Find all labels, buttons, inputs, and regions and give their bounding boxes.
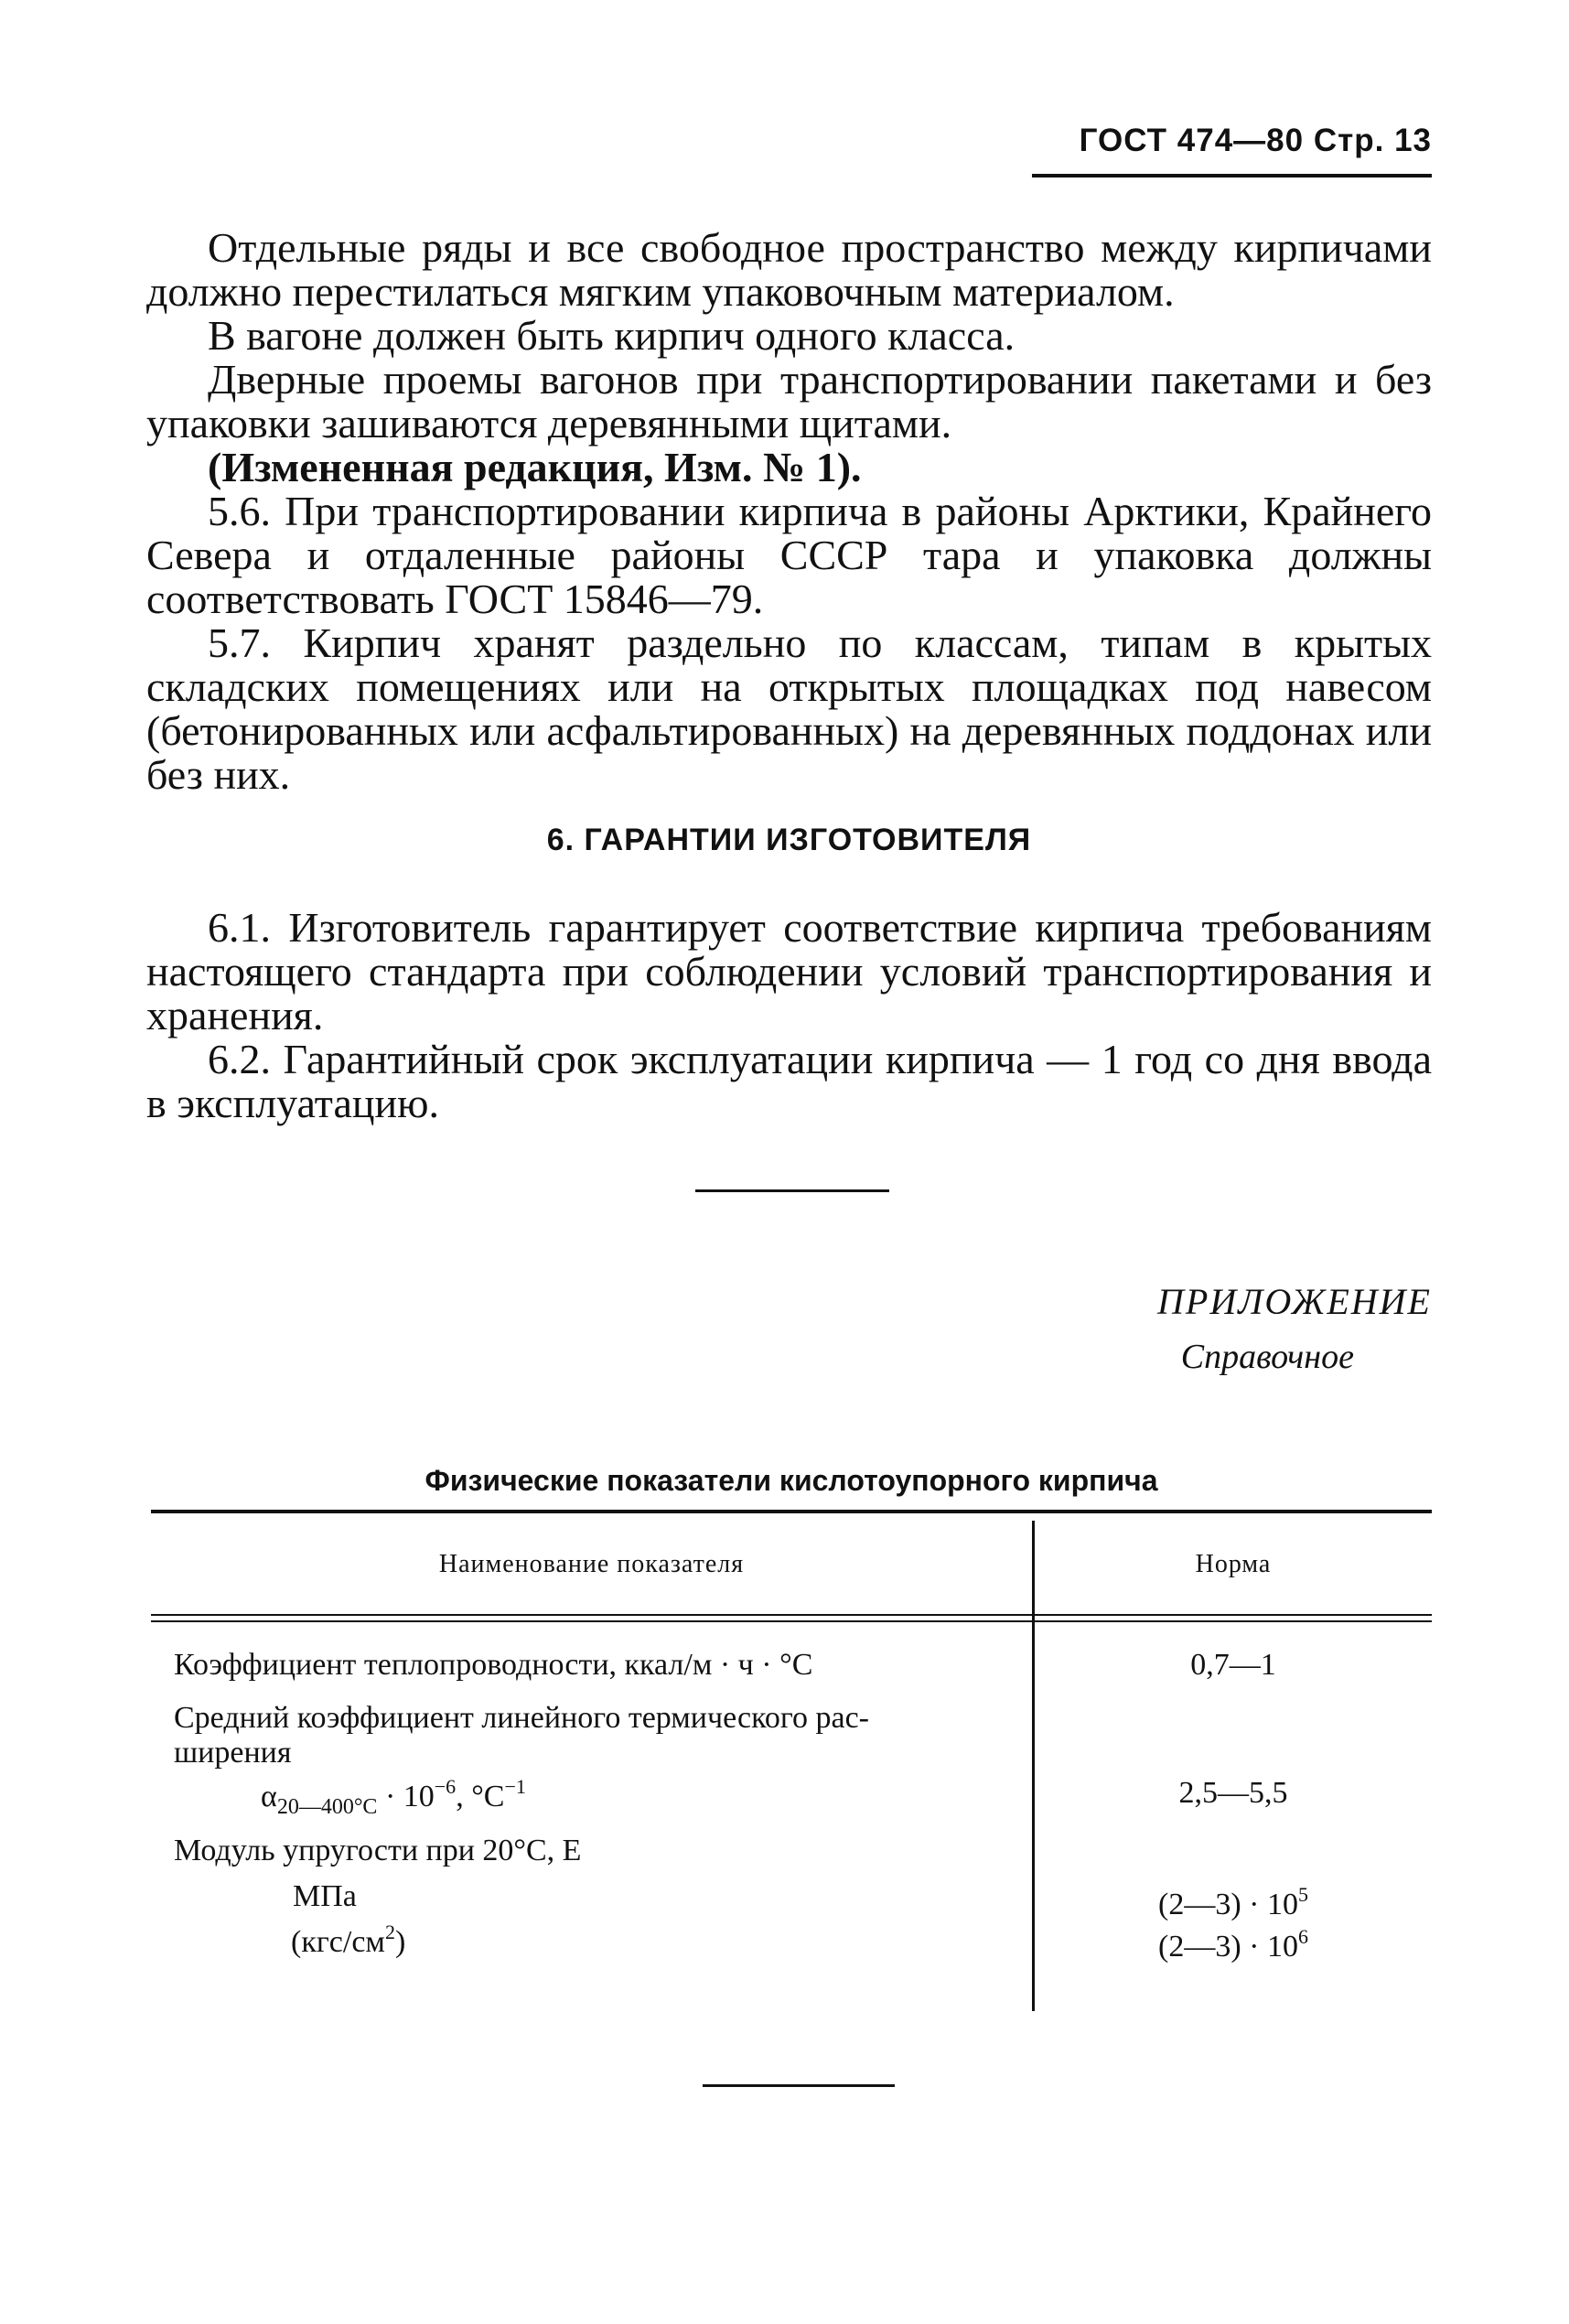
formula-exponent: −6 bbox=[434, 1775, 457, 1798]
header-rule bbox=[1032, 174, 1432, 178]
table-header-norm: Норма bbox=[1195, 1550, 1272, 1578]
value-base: (2—3) · 10 bbox=[1158, 1930, 1298, 1964]
appendix-label: ПРИЛОЖЕНИЕ bbox=[1157, 1281, 1432, 1322]
clause-6-1: 6.1. Изготовитель гарантирует соответствие кирпича требованиям настоящего стандарта при соблюдении условий транспортирования и хранения. bbox=[146, 904, 1432, 1038]
table-cell-name: Средний коэффициент линейного термического рас- bbox=[174, 1701, 870, 1735]
table-header-name: Наименование показателя bbox=[438, 1550, 745, 1578]
paragraph: В вагоне должен быть кирпич одного класса. bbox=[208, 312, 1016, 359]
appendix-type: Справочное bbox=[1180, 1338, 1354, 1376]
value-exponent: 6 bbox=[1297, 1925, 1308, 1948]
clause-5-6: 5.6. При транспортировании кирпича в районы Арктики, Крайнего Севера и отдаленные районы СССР тара и упаковка должны соответствовать ГОСТ 15846—79. bbox=[146, 488, 1432, 622]
table-cell-name: ширения bbox=[174, 1736, 292, 1770]
table-header-rule bbox=[151, 1620, 1432, 1622]
page-header: ГОСТ 474—80 Стр. 13 bbox=[1079, 123, 1432, 158]
alpha-symbol: α bbox=[261, 1780, 277, 1813]
section-6-body bbox=[146, 906, 1432, 1125]
table-cell-name: Коэффициент теплопроводности, ккал/м · ч · °С bbox=[174, 1648, 813, 1682]
table-header-rule bbox=[151, 1614, 1432, 1616]
table-title: Физические показатели кислотоупорного кирпича bbox=[424, 1464, 1158, 1497]
table-top-rule bbox=[151, 1510, 1432, 1513]
separator-line bbox=[703, 2084, 895, 2087]
paragraph: Отдельные ряды и все свободное пространство между кирпичами должно перестилаться мягким упаковочным материалом. bbox=[146, 224, 1432, 315]
section-6-title: 6. ГАРАНТИИ ИЗГОТОВИТЕЛЯ bbox=[546, 823, 1032, 857]
value-exponent: 5 bbox=[1297, 1883, 1308, 1906]
unit-base: (кгс/см bbox=[291, 1925, 385, 1959]
formula-unit: , °С bbox=[456, 1780, 505, 1813]
section-5-continuation bbox=[146, 226, 1432, 797]
table-cell-value: 0,7—1 bbox=[1190, 1648, 1276, 1682]
paragraph: Дверные проемы вагонов при транспортировании пакетами и без упаковки зашиваются деревянными щитами. bbox=[146, 356, 1432, 447]
unit-exponent: 2 bbox=[384, 1921, 395, 1943]
formula-exponent: −1 bbox=[504, 1775, 526, 1798]
table-cell-name: МПа bbox=[293, 1879, 357, 1913]
table-cell-formula bbox=[261, 1775, 1112, 1819]
table-cell-name bbox=[291, 1921, 1142, 1961]
table-cell-name: Модуль упругости при 20°С, Е bbox=[174, 1834, 582, 1867]
change-note: (Измененная редакция, Изм. № 1). bbox=[208, 444, 862, 490]
table-cell-value bbox=[1035, 1925, 1432, 1965]
value-base: (2—3) · 10 bbox=[1158, 1888, 1298, 1921]
clause-5-7: 5.7. Кирпич хранят раздельно по классам, типам в крытых складских помещениях или на открытых площадках под навесом (бетонированных или асфальтированных) на деревянных поддонах или без них. bbox=[146, 619, 1432, 798]
separator-line bbox=[695, 1189, 889, 1192]
table-cell-value bbox=[1035, 1883, 1432, 1923]
formula-factor: · 10 bbox=[377, 1780, 435, 1813]
clause-6-2: 6.2. Гарантийный срок эксплуатации кирпича — 1 год со дня ввода в эксплуатацию. bbox=[146, 1036, 1432, 1126]
table-cell-value: 2,5—5,5 bbox=[1178, 1776, 1288, 1810]
formula-subscript: 20—400°С bbox=[276, 1795, 378, 1819]
unit-close: ) bbox=[394, 1925, 406, 1959]
